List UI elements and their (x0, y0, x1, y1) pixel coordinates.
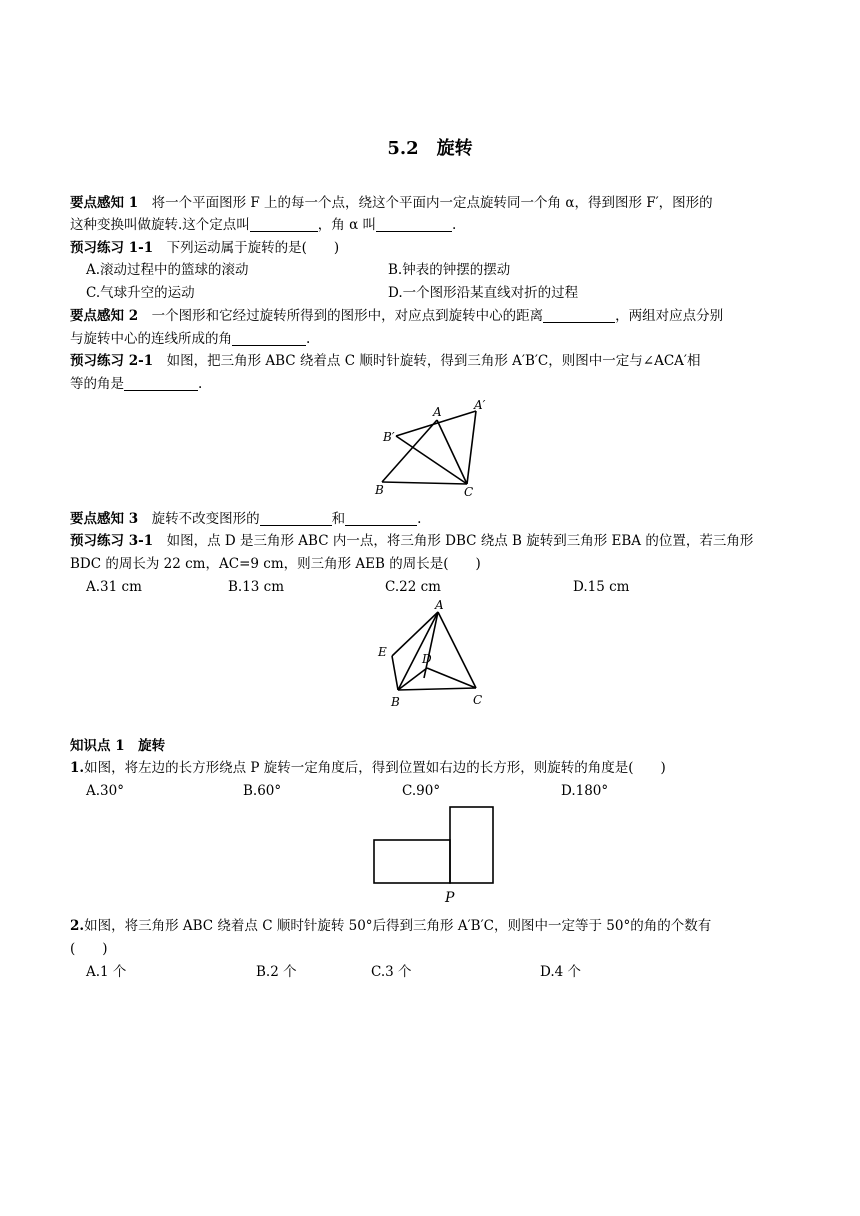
answer-blank[interactable] (543, 307, 615, 323)
key-point-2-line-1 (70, 305, 723, 327)
question-2-line-1 (70, 915, 711, 937)
key-point-3 (70, 508, 421, 530)
question-2-number: 2. (70, 918, 85, 934)
option-d[interactable]: D.180° (561, 783, 609, 799)
option-c[interactable]: C.气球升空的运动 (86, 285, 195, 301)
practice-3-1-line-1 (70, 530, 753, 552)
label-c: C (464, 485, 474, 499)
key-point-3-text-a: 旋转不改变图形的 (138, 511, 260, 527)
key-point-1-text-2c: . (452, 217, 457, 233)
option-d[interactable]: D.4 个 (540, 964, 582, 980)
option-b[interactable]: B.钟表的钟摆的摆动 (388, 262, 511, 278)
option-b[interactable]: B.2 个 (256, 964, 297, 980)
option-c[interactable]: C.3 个 (371, 964, 412, 980)
label-b: B (375, 483, 384, 497)
key-point-1-text-1: 将一个平面图形 F 上的每一个点，绕这个平面内一定点旋转同一个角 α，得到图形 F′，图形的 (138, 195, 713, 211)
option-d[interactable]: D.一个图形沿某直线对折的过程 (388, 285, 579, 301)
key-point-2-label: 要点感知 2 (70, 308, 139, 324)
label-c: C (473, 693, 483, 707)
option-a[interactable]: A.30° (86, 783, 124, 799)
practice-3-1-line-2: BDC 的周长为 22 cm，AC=9 cm，则三角形 AEB 的周长是( ) (70, 556, 481, 572)
key-point-3-label: 要点感知 3 (70, 511, 139, 527)
label-p: P (445, 890, 455, 906)
answer-blank[interactable] (376, 216, 452, 232)
practice-1-1-label: 预习练习 1-1 (70, 240, 154, 256)
practice-2-1-text-2a: 等的角是 (70, 376, 124, 392)
option-c[interactable]: C.90° (402, 783, 441, 799)
practice-3-1-label: 预习练习 3-1 (70, 533, 154, 549)
label-b-prime: B′ (383, 430, 395, 444)
label-d: D (422, 652, 432, 666)
question-2-text: 如图，将三角形 ABC 绕着点 C 顺时针旋转 50°后得到三角形 A′B′C，则图中一定等于 50°的角的个数有 (84, 918, 712, 934)
practice-1-1-text: 下列运动属于旋转的是( ) (153, 240, 340, 256)
key-point-3-text-b: 和 (331, 511, 346, 527)
key-point-1-text-2a: 这种变换叫做旋转.这个定点叫 (70, 217, 250, 233)
key-point-1-label: 要点感知 1 (70, 195, 139, 211)
question-1-text: 如图，将左边的长方形绕点 P 旋转一定角度后，得到位置如右边的长方形，则旋转的角度是( ) (84, 760, 666, 776)
key-point-2-text-1a: 一个图形和它经过旋转所得到的图形中，对应点到旋转中心的距离 (138, 308, 544, 324)
practice-2-1-label: 预习练习 2-1 (70, 353, 154, 369)
label-a: A (433, 405, 442, 419)
option-a[interactable]: A.滚动过程中的篮球的滚动 (86, 262, 249, 278)
key-point-1-line-1 (70, 192, 713, 214)
knowledge-point-1-heading: 知识点 1 旋转 (70, 738, 166, 754)
option-b[interactable]: B.60° (243, 783, 282, 799)
answer-blank[interactable] (345, 510, 417, 526)
rectangle-rotation-figure (366, 802, 500, 908)
practice-3-1-text-1: 如图，点 D 是三角形 ABC 内一点，将三角形 DBC 绕点 B 旋转到三角形 EBA 的位置，若三角形 (153, 533, 754, 549)
option-b[interactable]: B.13 cm (228, 579, 285, 595)
option-a[interactable]: A.31 cm (86, 579, 142, 595)
question-1 (70, 757, 666, 779)
rotation-figure-2-1 (372, 398, 492, 500)
answer-blank[interactable] (232, 330, 306, 346)
key-point-2-text-2a: 与旋转中心的连线所成的角 (70, 331, 232, 347)
practice-2-1-line-1 (70, 350, 700, 372)
rotation-figure-3-1 (372, 596, 492, 712)
question-1-number: 1. (70, 760, 85, 776)
label-b: B (391, 695, 400, 709)
practice-2-1-text-1: 如图，把三角形 ABC 绕着点 C 顺时针旋转，得到三角形 A′B′C，则图中一定与∠ACA′相 (153, 353, 701, 369)
option-c[interactable]: C.22 cm (385, 579, 441, 595)
key-point-1-line-2 (70, 214, 456, 236)
answer-blank[interactable] (124, 375, 198, 391)
label-a-prime: A′ (474, 398, 486, 412)
answer-blank[interactable] (260, 510, 332, 526)
option-d[interactable]: D.15 cm (573, 579, 630, 595)
label-e: E (378, 645, 387, 659)
practice-2-1-text-2b: . (198, 376, 203, 392)
question-2-line-2: ( ) (70, 941, 108, 957)
key-point-2-line-2 (70, 328, 310, 350)
label-a: A (435, 598, 444, 612)
answer-blank[interactable] (250, 216, 318, 232)
key-point-2-text-2b: . (306, 331, 311, 347)
option-a[interactable]: A.1 个 (86, 964, 127, 980)
page-title: 5.2 旋转 (387, 138, 473, 159)
key-point-3-text-c: . (417, 511, 422, 527)
practice-2-1-line-2 (70, 373, 202, 395)
key-point-2-text-1b: ，两组对应点分别 (615, 308, 724, 324)
practice-1-1-question (70, 237, 339, 259)
key-point-1-text-2b: ，角 α 叫 (317, 217, 376, 233)
